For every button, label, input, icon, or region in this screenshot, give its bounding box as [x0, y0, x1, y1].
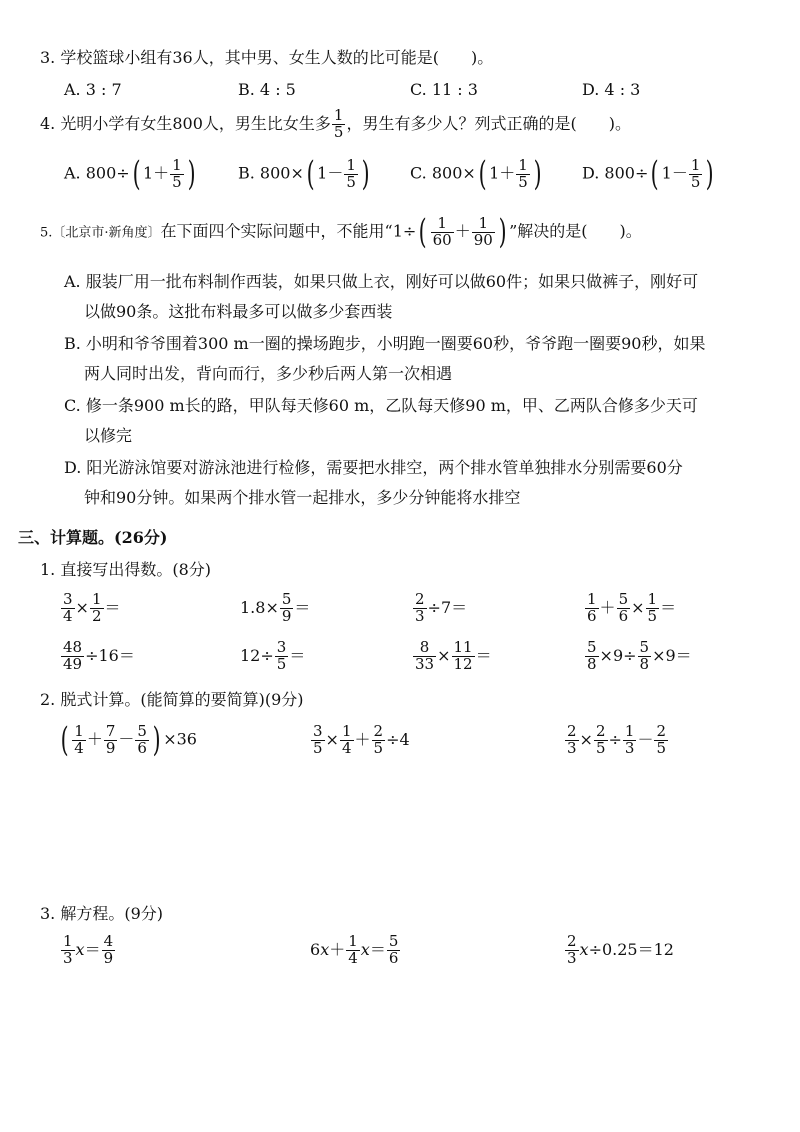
calc-1e: $\frac{48}{49}$ ÷16＝: [63, 638, 135, 673]
q4-stem-text-a: 4. 光明小学有女生800人，男生比女生多: [40, 113, 331, 133]
sub-2-title: 2. 脱式计算。(能简算的要简算)(9分): [40, 690, 304, 709]
calc-1d: $\frac{1}{6}$ ＋ $\frac{5}{6}$ × $\frac{1}{5}$ ＝: [587, 590, 677, 625]
equation-b: 6x＋ $\frac{1}{4}$ x＝ $\frac{5}{6}$: [310, 932, 399, 967]
calc-2b: $\frac{3}{5}$ × $\frac{1}{4}$ ＋ $\frac{2}{5}$ ÷4: [313, 722, 410, 757]
q5-stem: 5.〔北京市·新角度〕在下面四个实际问题中，不能用“1÷( $\frac{1}{60}$ ＋ $\frac{1}{90}$ ) ”解决的是( )。: [40, 212, 642, 252]
q3-option-c: C. 11 : 3: [410, 80, 478, 99]
q4-option-b: B. 800×( 1－ $\frac{1}{5}$ ): [238, 154, 370, 194]
q5-option-d-line2: 钟和90分钟。如果两个排水管一起排水，多少分钟能将水排空: [84, 488, 521, 507]
section-3-title: 三、计算题。(26分): [18, 528, 168, 547]
q5-source-tag: 5.〔北京市·新角度〕: [40, 225, 161, 241]
q5-option-a-line2: 以做90条。这批布料最多可以做多少套西装: [84, 302, 393, 321]
q5-option-b-line1: B. 小明和爷爷围着300 m一圈的操场跑步，小明跑一圈要60秒，爷爷跑一圈要90秒，如果: [64, 334, 706, 353]
q4-stem-fraction: $\frac{1}{5}$: [333, 106, 344, 141]
sub-3-title: 3. 解方程。(9分): [40, 904, 164, 923]
calc-1g: $\frac{8}{33}$ × $\frac{11}{12}$ ＝: [415, 638, 492, 673]
q5-option-a-line1: A. 服装厂用一批布料制作西装，如果只做上衣，刚好可以做60件；如果只做裤子，刚好可: [64, 272, 699, 291]
calc-2c: $\frac{2}{3}$ × $\frac{2}{5}$ ÷ $\frac{1}{3}$ － $\frac{2}{5}$: [567, 722, 667, 757]
q5-option-b-line2: 两人同时出发，背向而行，多少秒后两人第一次相遇: [84, 364, 453, 383]
equation-c: $\frac{2}{3}$ x÷0.25＝12: [567, 932, 674, 967]
sub-1-title: 1. 直接写出得数。(8分): [40, 560, 212, 579]
calc-2a: ( $\frac{1}{4}$ ＋ $\frac{7}{9}$ － $\frac{5}{6}$ ) ×36: [60, 720, 197, 760]
q3-option-a: A. 3 : 7: [64, 80, 122, 99]
q3-option-b: B. 4 : 5: [238, 80, 296, 99]
equation-a: $\frac{1}{3}$ x＝ $\frac{4}{9}$: [63, 932, 114, 967]
q4-stem: [40, 108, 631, 141]
calc-1a: $\frac{3}{4}$ × $\frac{1}{2}$ ＝: [63, 590, 121, 625]
q4-stem-text-b: ，男生有多少人？列式正确的是( )。: [346, 113, 631, 133]
calc-1b: 1.8× $\frac{5}{9}$ ＝: [240, 590, 311, 625]
q3-option-d: D. 4 : 3: [582, 80, 641, 99]
q5-option-d-line1: D. 阳光游泳馆要对游泳池进行检修，需要把水排空，两个排水管单独排水分别需要60分: [64, 458, 683, 477]
q3-stem: 3. 学校篮球小组有36人，其中男、女生人数的比可能是( )。: [40, 48, 494, 67]
q5-option-c-line2: 以修完: [84, 426, 133, 445]
q4-option-d: D. 800÷( 1－ $\frac{1}{5}$ ): [582, 154, 714, 194]
q4-option-c: C. 800×( 1＋ $\frac{1}{5}$ ): [410, 154, 542, 194]
q5-option-c-line1: C. 修一条900 m长的路，甲队每天修60 m，乙队每天修90 m，甲、乙两队合修多少天可: [64, 396, 698, 415]
calc-1h: $\frac{5}{8}$ ×9÷ $\frac{5}{8}$ ×9＝: [587, 638, 692, 673]
q4-option-a: A. 800÷( 1＋ $\frac{1}{5}$ ): [64, 154, 196, 194]
calc-1f: 12÷ $\frac{3}{5}$ ＝: [240, 638, 306, 673]
calc-1c: $\frac{2}{3}$ ÷7＝: [415, 590, 468, 625]
